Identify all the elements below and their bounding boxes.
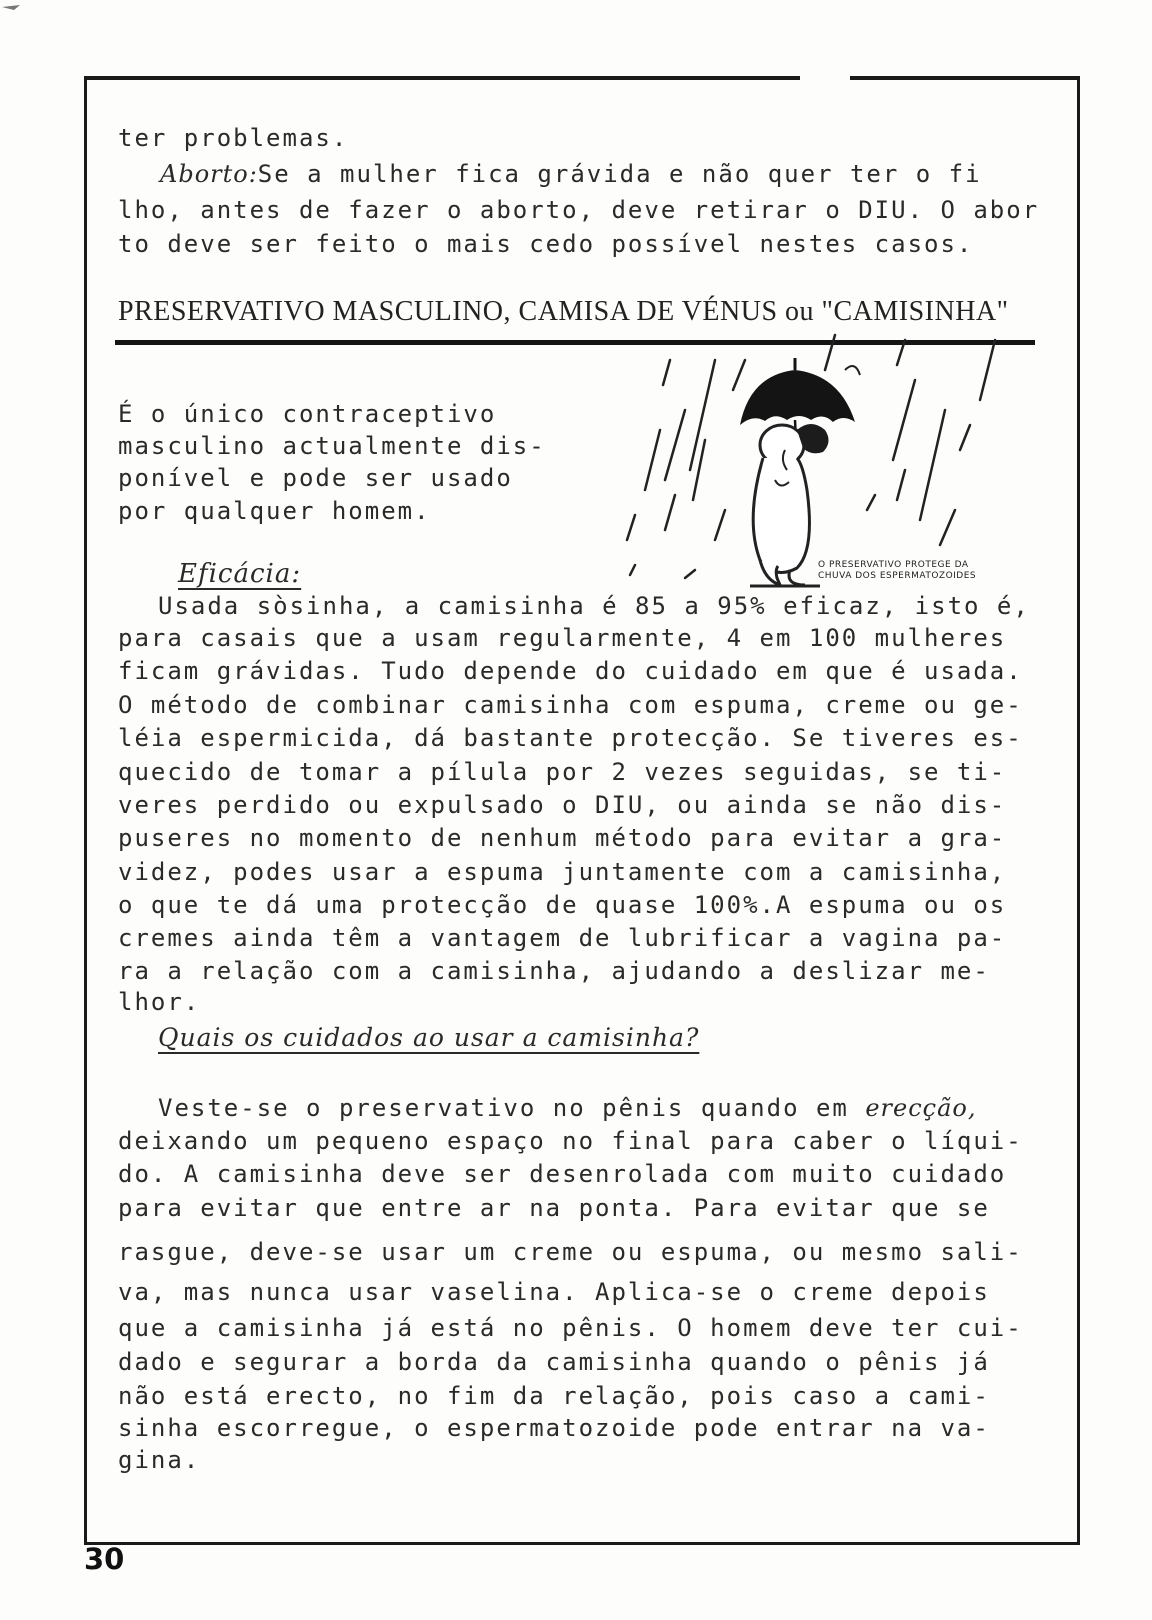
cuidados-line: gina. [118,1446,201,1474]
text-line: to deve ser feito o mais cedo possível nestes casos. [118,230,974,258]
text-line: ter problemas. [118,124,349,152]
eficacia-line: cremes ainda têm a vantagem de lubrificar a vagina pa- [118,924,1007,952]
text-line-body: Se a mulher fica grávida e não quer ter o fi [257,160,982,188]
cuidados-line: dado e segurar a borda da camisinha quando o pênis já [118,1348,990,1376]
page-number: 30 [84,1542,125,1576]
eficacia-line: quecido de tomar a pílula por 2 vezes seguidas, se ti- [118,758,1007,786]
cartoon-caption [818,560,976,582]
eficacia-line: puseres no momento de nenhum método para evitar a gra- [118,824,1007,852]
cuidados-line: que a camisinha já está no pênis. O homem deve ter cui- [118,1314,1023,1342]
cuidados-line [158,1092,976,1125]
eficacia-line: ficam grávidas. Tudo depende do cuidado em que é usada. [118,657,1023,685]
cuidados-line: sinha escorregue, o espermatozoide pode entrar na va- [118,1414,990,1442]
intro-line: masculino actualmente dis- [118,432,546,460]
eficacia-line: veres perdido ou expulsado o DIU, ou ainda se não dis- [118,791,1007,819]
cuidados-line: para evitar que entre ar na ponta. Para evitar que se [118,1194,990,1222]
cuidados-title: Quais os cuidados ao usar a camisinha? [158,1023,700,1052]
erection-word: erecção, [865,1094,977,1122]
eficacia-line: lhor. [118,988,201,1016]
cuidados-line: rasgue, deve-se usar um creme ou espuma, ou mesmo sali- [118,1238,1023,1266]
caption-line: CHUVA DOS ESPERMATOZOIDES [818,571,977,581]
corner-mark [0,0,30,14]
eficacia-line: Usada sòsinha, a camisinha é 85 a 95% eficaz, isto é, [158,592,1030,620]
cuidados-line: va, mas nunca usar vaselina. Aplica-se o creme depois [118,1278,990,1306]
cuidados-line: não está erecto, no fim da relação, pois caso a cami- [118,1382,990,1410]
text-line [160,158,982,191]
eficacia-line: ra a relação com a camisinha, ajudando a deslizar me- [118,957,990,985]
caption-line: O PRESERVATIVO PROTEGE DA [818,560,969,570]
eficacia-line: o que te dá uma protecção de quase 100%.A espuma ou os [118,891,1007,919]
intro-line: por qualquer homem. [118,497,431,525]
section-heading: PRESERVATIVO MASCULINO, CAMISA DE VÉNUS ou "CAMISINHA" [118,296,1009,327]
eficacia-line: para casais que a usam regularmente, 4 em 100 mulheres [118,624,1007,652]
eficacia-line: O método de combinar camisinha com espuma, creme ou ge- [118,691,1023,719]
intro-line: ponível e pode ser usado [118,464,513,492]
eficacia-title: Eficácia: [178,559,302,589]
eficacia-line: léia espermicida, dá bastante protecção. Se tiveres es- [118,724,1023,752]
intro-line: É o único contraceptivo [118,400,497,428]
text-line: lho, antes de fazer o aborto, deve retirar o DIU. O abor [118,196,1040,224]
cuidados-line: deixando um pequeno espaço no final para caber o líqui- [118,1127,1023,1155]
aborto-lead: Aborto: [160,160,258,188]
frame-tear [800,70,850,84]
cuidados-line-body: Veste-se o preservativo no pênis quando em [158,1094,849,1122]
eficacia-line: videz, podes usar a espuma juntamente com a camisinha, [118,858,1007,886]
cuidados-line: do. A camisinha deve ser desenrolada com muito cuidado [118,1160,1007,1188]
